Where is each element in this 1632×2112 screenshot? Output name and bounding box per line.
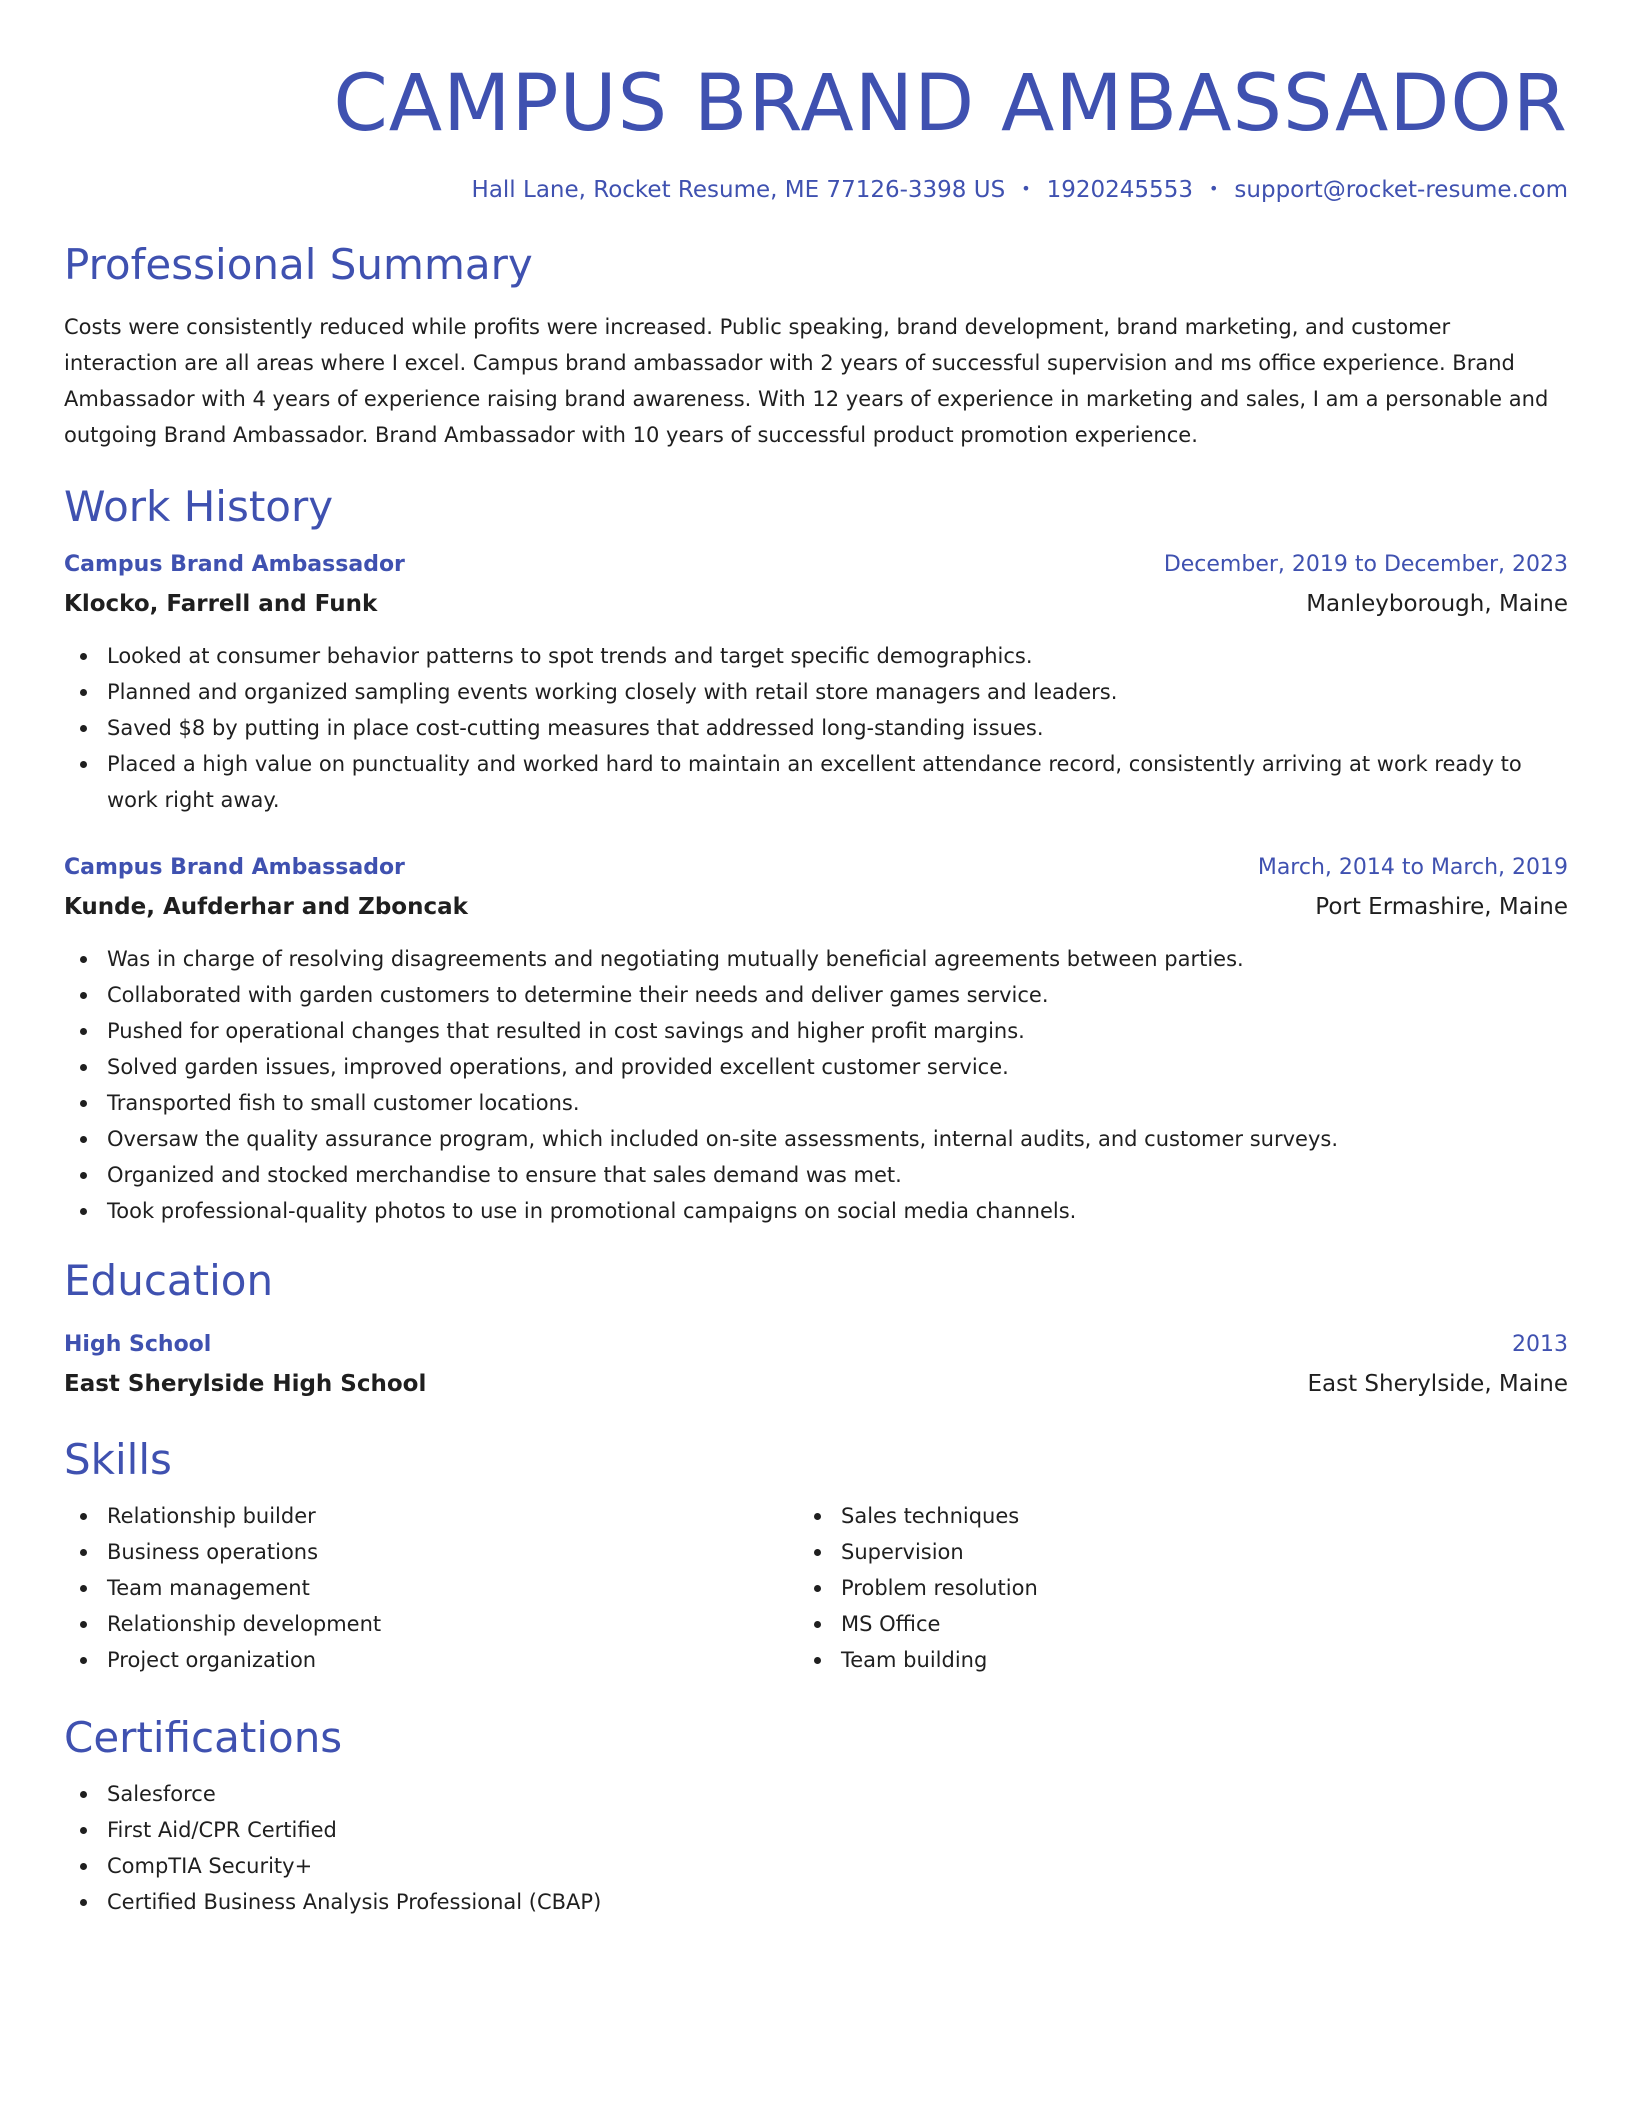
job-title: Campus Brand Ambassador	[64, 552, 405, 577]
bullet-separator: •	[1208, 179, 1219, 198]
skills-heading: Skills	[64, 1435, 172, 1484]
skills-list-left	[64, 1498, 798, 1678]
list-item: Team building	[798, 1642, 1532, 1678]
list-item: Placed a high value on punctuality and worked hard to maintain an excellent attendance record, consistently arriving at work ready to work right away.	[64, 746, 1568, 818]
job-company: Klocko, Farrell and Funk	[64, 591, 378, 617]
list-item: Certified Business Analysis Professional (CBAP)	[64, 1884, 1568, 1920]
contact-line	[64, 174, 1568, 205]
skills-columns	[64, 1498, 1568, 1678]
education-location: East Sherylside, Maine	[1307, 1371, 1568, 1397]
education-heading: Education	[64, 1256, 274, 1305]
contact-address: Hall Lane, Rocket Resume, ME 77126-3398 US	[471, 177, 1006, 203]
education-school-row	[64, 1368, 1568, 1400]
list-item: First Aid/CPR Certified	[64, 1812, 1568, 1848]
contact-email: support@rocket-resume.com	[1234, 177, 1568, 203]
education-year: 2013	[1512, 1332, 1568, 1357]
education-degree: High School	[64, 1332, 212, 1357]
work-history-heading: Work History	[64, 482, 334, 531]
job-dates: December, 2019 to December, 2023	[1163, 552, 1568, 577]
list-item: Solved garden issues, improved operations, and provided excellent customer service.	[64, 1049, 1568, 1085]
list-item: CompTIA Security+	[64, 1848, 1568, 1884]
job-duties-list	[64, 941, 1568, 1229]
list-item: Took professional-quality photos to use in promotional campaigns on social media channels.	[64, 1193, 1568, 1229]
list-item: Salesforce	[64, 1776, 1568, 1812]
list-item: MS Office	[798, 1606, 1532, 1642]
list-item: Oversaw the quality assurance program, which included on-site assessments, internal audits, and customer surveys.	[64, 1121, 1568, 1157]
list-item: Planned and organized sampling events working closely with retail store managers and leaders.	[64, 674, 1568, 710]
resume-title: CAMPUS BRAND AMBASSADOR	[333, 59, 1568, 149]
certifications-list	[64, 1776, 1568, 1920]
job-title-row	[64, 549, 1568, 581]
job-duties-list	[64, 638, 1568, 818]
summary-text: Costs were consistently reduced while profits were increased. Public speaking, brand development, brand marketing, and customer interaction are all areas where I excel. Campus brand ambassador with 2 years of successful supervision and ms office experience. Brand Ambassador with 4 years of experience raising brand awareness. With 12 years of experience in marketing and sales, I am a personable and outgoing Brand Ambassador. Brand Ambassador with 10 years of successful product promotion experience.	[64, 315, 1549, 447]
job-dates: March, 2014 to March, 2019	[1257, 855, 1568, 880]
list-item: Was in charge of resolving disagreements and negotiating mutually beneficial agreements between parties.	[64, 941, 1568, 977]
certifications-heading: Certifications	[64, 1713, 343, 1762]
job-company-row	[64, 588, 1568, 620]
list-item: Project organization	[64, 1642, 798, 1678]
list-item: Organized and stocked merchandise to ensure that sales demand was met.	[64, 1157, 1568, 1193]
list-item: Business operations	[64, 1534, 798, 1570]
list-item: Relationship development	[64, 1606, 798, 1642]
list-item: Transported fish to small customer locations.	[64, 1085, 1568, 1121]
list-item: Relationship builder	[64, 1498, 798, 1534]
job-location: Manleyborough, Maine	[1306, 591, 1568, 617]
list-item: Sales techniques	[798, 1498, 1532, 1534]
list-item: Pushed for operational changes that resulted in cost savings and higher profit margins.	[64, 1013, 1568, 1049]
list-item: Collaborated with garden customers to determine their needs and deliver games service.	[64, 977, 1568, 1013]
education-school: East Sherylside High School	[64, 1371, 427, 1397]
job-company-row	[64, 891, 1568, 923]
list-item: Looked at consumer behavior patterns to spot trends and target specific demographics.	[64, 638, 1568, 674]
education-degree-row	[64, 1329, 1568, 1361]
summary-heading: Professional Summary	[64, 240, 533, 289]
education-entry	[64, 1329, 1568, 1400]
list-item: Problem resolution	[798, 1570, 1532, 1606]
job-entry	[64, 852, 1568, 1229]
contact-phone: 1920245553	[1046, 177, 1193, 203]
job-title-row	[64, 852, 1568, 884]
skills-list-right	[798, 1498, 1532, 1678]
job-title: Campus Brand Ambassador	[64, 855, 405, 880]
bullet-separator: •	[1021, 179, 1031, 198]
job-location: Port Ermashire, Maine	[1315, 894, 1568, 920]
job-entry	[64, 549, 1568, 818]
list-item: Saved $8 by putting in place cost-cutting measures that addressed long-standing issues.	[64, 710, 1568, 746]
list-item: Supervision	[798, 1534, 1532, 1570]
job-company: Kunde, Aufderhar and Zboncak	[64, 894, 468, 920]
list-item: Team management	[64, 1570, 798, 1606]
